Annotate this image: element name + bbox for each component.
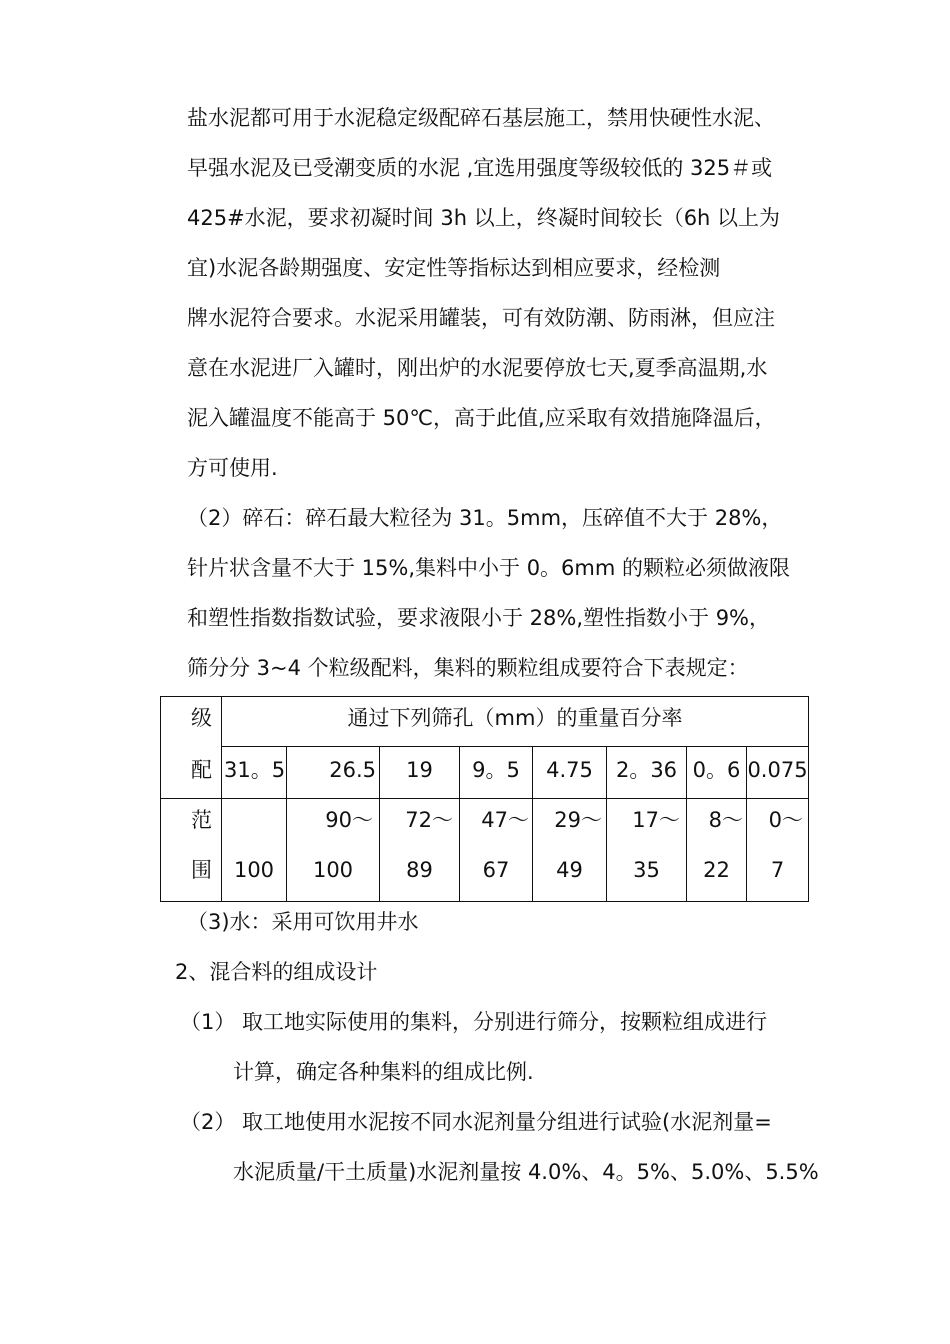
range-cell: 29～ <box>554 808 602 832</box>
range-cell: 47～ <box>481 808 529 832</box>
paragraph-line: 水泥质量/干土质量)水泥剂量按 4.0%、4。5%、5.0%、5.5% <box>233 1160 819 1184</box>
range-cell: 89 <box>406 858 433 882</box>
table-header: 通过下列筛孔（mm）的重量百分率 <box>347 706 683 730</box>
paragraph-line: 方可使用. <box>187 456 278 480</box>
row-label-range-1: 范 <box>191 808 212 832</box>
section-heading: 2、混合料的组成设计 <box>175 960 378 984</box>
sieve-size-cell: 26.5 <box>329 758 376 782</box>
paragraph-line: 盐水泥都可用于水泥稳定级配碎石基层施工，禁用快硬性水泥、 <box>187 106 775 130</box>
sieve-size-cell: 9。5 <box>472 758 520 782</box>
row-label-range-2: 围 <box>191 858 212 882</box>
paragraph-line: 和塑性指数指数试验，要求液限小于 28%,塑性指数小于 9%， <box>187 606 771 630</box>
sieve-size-cell: 31。5 <box>224 758 286 782</box>
paragraph-line: （2） 取工地使用水泥按不同水泥剂量分组进行试验(水泥剂量= <box>180 1110 772 1134</box>
gradation-table <box>160 696 809 902</box>
row-label-gradation-1: 级 <box>191 706 212 730</box>
sieve-size-cell: 0。6 <box>692 758 741 782</box>
paragraph-line: （3)水：采用可饮用井水 <box>187 910 419 934</box>
range-cell: 72～ <box>405 808 453 832</box>
range-cell: 0～ <box>768 808 803 832</box>
paragraph-line: 宜)水泥各龄期强度、安定性等指标达到相应要求，经检测 <box>187 256 721 280</box>
range-cell: 35 <box>633 858 660 882</box>
range-cell: 8～ <box>708 808 743 832</box>
paragraph-line: 针片状含量不大于 15%,集料中小于 0。6mm 的颗粒必须做液限 <box>187 556 791 580</box>
sieve-size-cell: 4.75 <box>546 758 593 782</box>
range-cell: 49 <box>556 858 583 882</box>
range-cell: 90～ <box>325 808 373 832</box>
range-cell: 67 <box>482 858 510 882</box>
paragraph-line: 筛分分 3~4 个粒级配料，集料的颗粒组成要符合下表规定： <box>187 656 749 680</box>
range-cell: 22 <box>703 858 730 882</box>
sieve-size-cell: 0.075 <box>747 758 808 782</box>
range-cell: 7 <box>770 858 785 882</box>
sieve-size-cell: 2。36 <box>615 758 678 782</box>
paragraph-line: 意在水泥进厂入罐时，刚出炉的水泥要停放七天,夏季高温期,水 <box>187 356 768 380</box>
range-cell: 100 <box>312 858 354 882</box>
paragraph-line: 425#水泥，要求初凝时间 3h 以上，终凝时间较长（6h 以上为 <box>187 206 781 230</box>
paragraph-line: 泥入罐温度不能高于 50℃，高于此值,应采取有效措施降温后， <box>187 406 776 430</box>
paragraph-line: （2）碎石：碎石最大粒径为 31。5mm，压碎值不大于 28%， <box>187 506 783 530</box>
range-cell: 100 <box>233 858 275 882</box>
sieve-size-cell: 19 <box>406 758 433 782</box>
paragraph-line: 早强水泥及已受潮变质的水泥 ,宜选用强度等级较低的 325＃或 <box>187 156 773 180</box>
range-cell: 17～ <box>632 808 680 832</box>
paragraph-line: （1） 取工地实际使用的集料，分别进行筛分，按颗粒组成进行 <box>180 1010 768 1034</box>
row-label-gradation-2: 配 <box>191 758 212 782</box>
paragraph-line: 计算，确定各种集料的组成比例. <box>233 1060 534 1084</box>
paragraph-line: 牌水泥符合要求。水泥采用罐装，可有效防潮、防雨淋，但应注 <box>187 306 775 330</box>
